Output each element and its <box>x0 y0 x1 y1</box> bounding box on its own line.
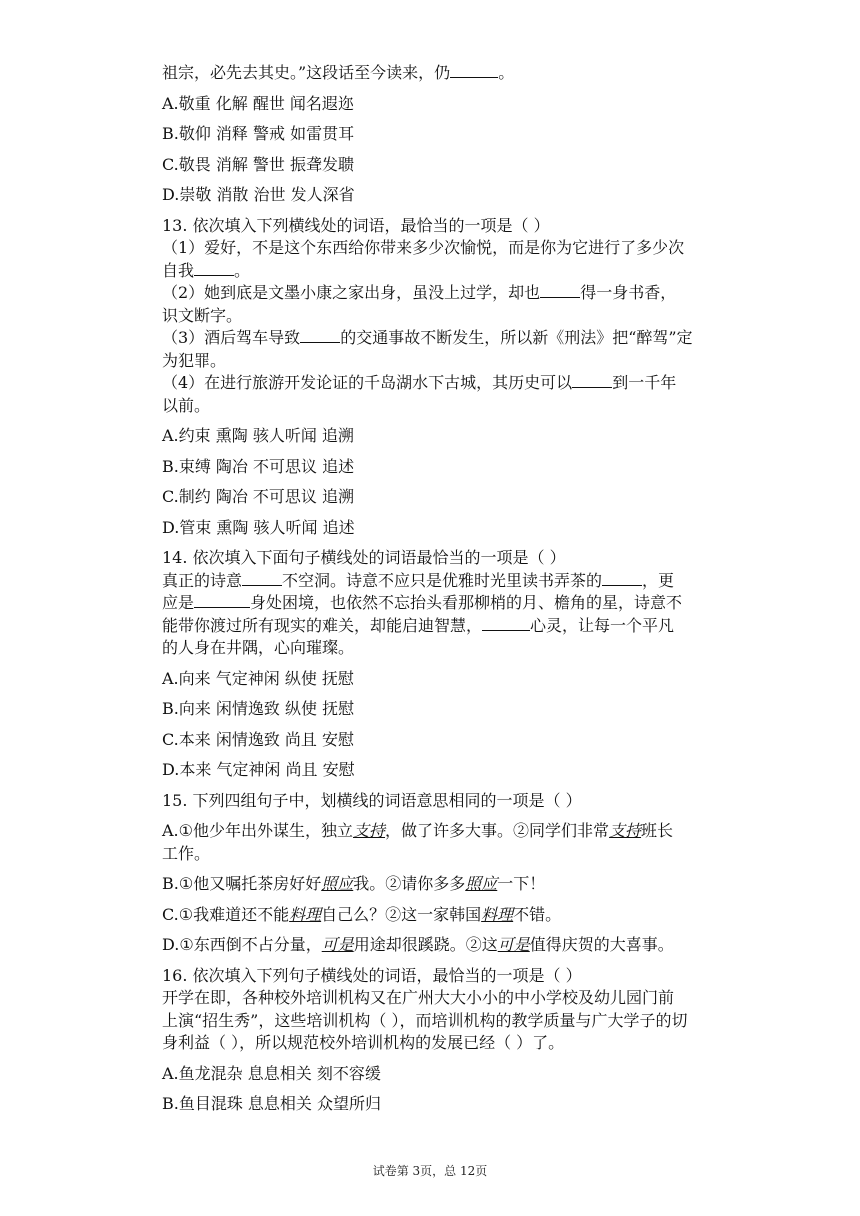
question-13-sentence-2-cont: 识文断字。 <box>162 305 243 325</box>
question-16-passage-line-2: 上演“招生秀”，这些培训机构（ ），而培训机构的教学质量与广大学子的切 <box>162 1010 688 1030</box>
question-16-passage-line-3: 身利益（ ），所以规范校外培训机构的发展已经（ ）了。 <box>162 1033 565 1052</box>
option-d: D.管束 熏陶 骇人听闻 追述 <box>162 517 355 537</box>
underlined-word: 照应 <box>321 874 354 893</box>
underlined-word: 可是 <box>321 935 354 954</box>
underlined-word: 支持 <box>353 821 386 840</box>
option-c: C.本来 闲情逸致 尚且 安慰 <box>162 729 355 749</box>
question-13-sentence-1: （1）爱好，不是这个东西给你带来多少次愉悦，而是你为它进行了多少次 <box>162 238 685 257</box>
question-13-stem: 13. 依次填入下列横线处的词语，最恰当的一项是（ ） <box>162 215 550 235</box>
underlined-word: 料理 <box>289 904 322 924</box>
question-14-passage-line-3: 能带你渡过所有现实的难关，却能启迪智慧， 心灵，让每一个平凡 <box>162 615 675 635</box>
option-a: A.①他少年出外谋生，独立支持，做了许多大事。②同学们非常支持班长 <box>162 821 674 840</box>
option-d: D.①东西倒不占分量，可是用途却很蹊跷。②这可是值得庆贺的大喜事。 <box>162 935 674 954</box>
blank <box>300 328 340 343</box>
question-14-passage-line-4: 的人身在井隅，心向璀璨。 <box>162 638 355 657</box>
option-a-cont: 工作。 <box>162 843 211 863</box>
option-b: B.束缚 陶冶 不可思议 追述 <box>162 456 355 476</box>
blank <box>194 261 234 276</box>
question-continuation: 祖宗，必先去其史。”这段话至今读来，仍 。 <box>162 63 515 82</box>
question-13-sentence-3: （3）酒后驾车导致 的交通事故不断发生，所以新《刑法》把“醉驾”定 <box>162 328 693 347</box>
blank <box>450 63 498 78</box>
option-c: C.①我难道还不能料理自己么？②这一家韩国料理不错。 <box>162 904 562 924</box>
option-b: B.向来 闲情逸致 纵使 抚慰 <box>162 699 355 718</box>
blank <box>602 571 642 586</box>
option-d: D.本来 气定神闲 尚且 安慰 <box>162 760 355 779</box>
option-b: B.①他又嘱托茶房好好照应我。②请你多多照应一下！ <box>162 874 546 893</box>
underlined-word: 照应 <box>465 874 498 893</box>
underlined-word: 可是 <box>497 935 530 954</box>
question-13-sentence-2: （2）她到底是文墨小康之家出身，虽没上过学，却也 得一身书香， <box>162 283 677 302</box>
exam-page <box>162 62 742 1116</box>
question-14-stem: 14. 依次填入下面句子横线处的词语最恰当的一项是（ ） <box>162 548 566 567</box>
blank <box>572 373 612 388</box>
page-footer: 试卷第 3页，总 12页 <box>372 1164 488 1178</box>
question-13-sentence-4: （4）在进行旅游开发论证的千岛湖水下古城，其历史可以 到一千年 <box>162 373 677 392</box>
option-c: C.敬畏 消解 警世 振聋发聩 <box>162 154 355 174</box>
option-c: C.制约 陶冶 不可思议 追溯 <box>162 487 355 506</box>
question-13-sentence-4-cont: 以前。 <box>162 395 211 415</box>
option-d: D.崇敬 消散 治世 发人深省 <box>162 185 355 204</box>
question-16-stem: 16. 依次填入下列句子横线处的词语，最恰当的一项是（ ） <box>162 965 582 985</box>
blank <box>242 571 282 586</box>
option-a: A.向来 气定神闲 纵使 抚慰 <box>162 668 354 688</box>
option-a: A.敬重 化解 醒世 闻名遐迩 <box>162 93 354 113</box>
question-14-passage-line-2: 应是 身处困境，也依然不忘抬头看那柳梢的月、檐角的星，诗意不 <box>162 593 683 612</box>
underlined-word: 支持 <box>609 821 642 840</box>
option-a: A.约束 熏陶 骇人听闻 追溯 <box>162 426 354 445</box>
question-13-sentence-1-cont: 自我 。 <box>162 260 251 280</box>
option-b: B.鱼目混珠 息息相关 众望所归 <box>162 1094 382 1113</box>
blank <box>194 593 250 608</box>
underlined-word: 料理 <box>481 904 514 924</box>
option-b: B.敬仰 消释 警戒 如雷贯耳 <box>162 124 355 143</box>
option-a: A.鱼龙混杂 息息相关 刻不容缓 <box>162 1063 381 1083</box>
question-14-passage-line-1: 真正的诗意 不空洞。诗意不应只是优雅时光里读书弄茶的 ，更 <box>162 570 675 590</box>
question-15-stem: 15. 下列四组句子中，划横线的词语意思相同的一项是（ ） <box>162 790 582 810</box>
blank <box>540 283 580 298</box>
blank <box>482 616 530 631</box>
question-13-sentence-3-cont: 为犯罪。 <box>162 350 227 370</box>
question-16-passage-line-1: 开学在即，各种校外培训机构又在广州大大小小的中小学校及幼儿园门前 <box>162 988 675 1007</box>
